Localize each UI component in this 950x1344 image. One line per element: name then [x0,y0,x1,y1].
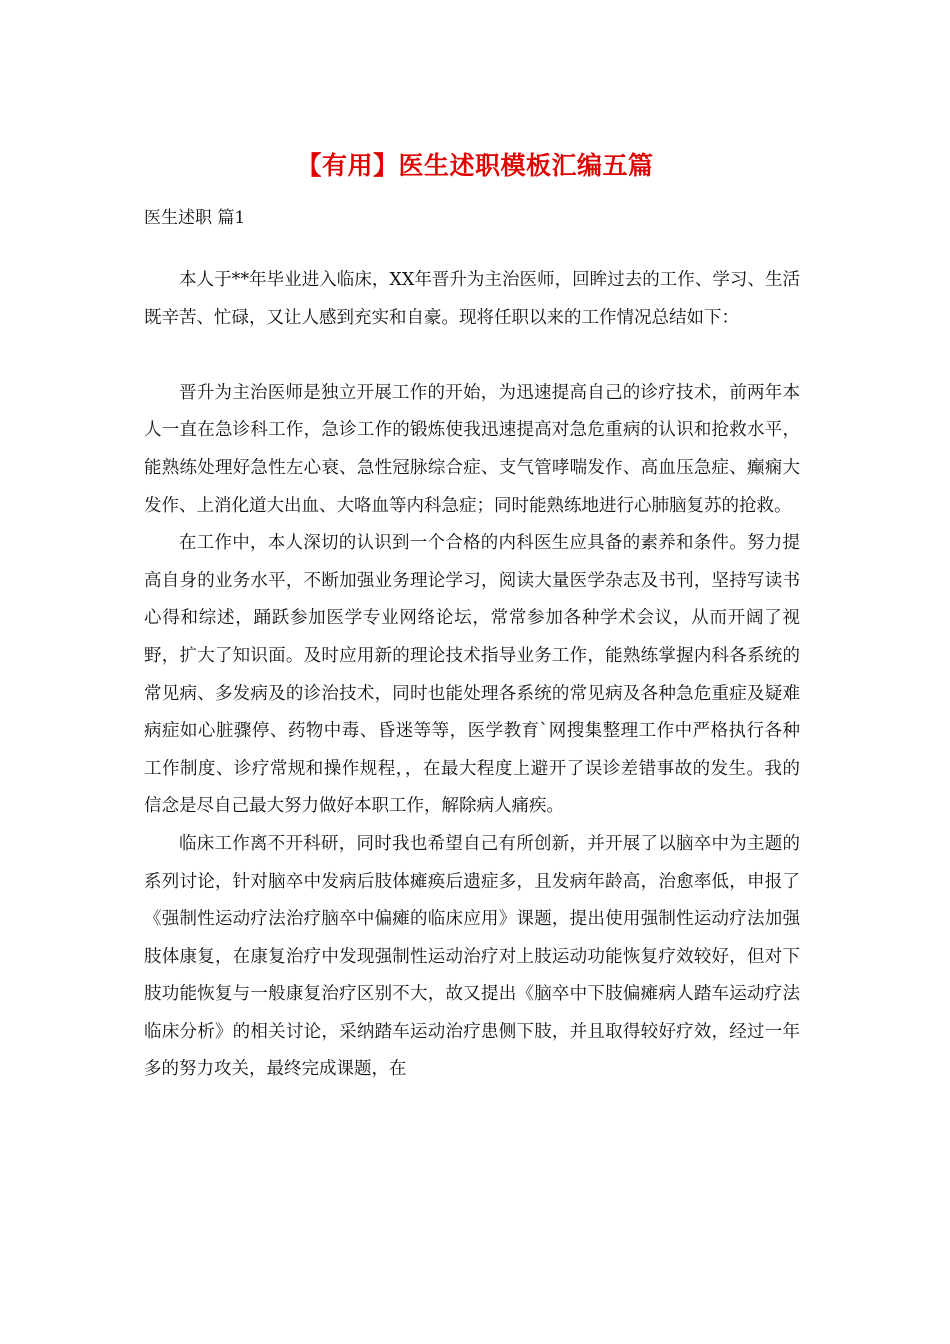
paragraph-gap [144,337,800,375]
document-title: 【有用】医生述职模板汇编五篇 [296,151,654,180]
paragraph: 在工作中，本人深切的认识到一个合格的内科医生应具备的素养和条件。努力提高自身的业务水平，不断加强业务理论学习，阅读大量医学杂志及书刊，坚持写读书心得和综述，踊跃参加医学专业网络论坛，常常参加各种学术会议，从而开阔了视野，扩大了知识面。及时应用新的理论技术指导业务工作，能熟练掌握内科各系统的常见病、多发病及的诊治技术，同时也能处理各系统的常见病及各种急危重症及疑难病症如心脏骤停、药物中毒、昏迷等等，医学教育`网搜集整理工作中严格执行各种工作制度、诊疗常规和操作规程，，在最大程度上避开了误诊差错事故的发生。我的信念是尽自己最大努力做好本职工作，解除病人痛疾。 [144,533,800,817]
paragraph: 晋升为主治医师是独立开展工作的开始，为迅速提高自己的诊疗技术，前两年本人一直在急诊科工作，急诊工作的锻炼使我迅速提高对急危重病的认识和抢救水平，能熟练处理好急性左心衰、急性冠脉综合症、支气管哮喘发作、高血压急症、癫痫大发作、上消化道大出血、大咯血等内科急症；同时能熟练地进行心肺脑复苏的抢救。 [144,382,800,516]
section-label: 医生述职 篇1 [144,208,246,228]
document-body [144,262,800,1089]
paragraph: 临床工作离不开科研，同时我也希望自己有所创新，并开展了以脑卒中为主题的系列讨论，针对脑卒中发病后肢体瘫痪后遗症多，且发病年龄高，治愈率低，申报了《强制性运动疗法治疗脑卒中偏瘫的临床应用》课题，提出使用强制性运动疗法加强肢体康复，在康复治疗中发现强制性运动治疗对上肢运动功能恢复疗效较好，但对下肢功能恢复与一般康复治疗区别不大，故又提出《脑卒中下肢偏瘫病人踏车运动疗法临床分析》的相关讨论，采纳踏车运动治疗患侧下肢，并且取得较好疗效，经过一年多的努力攻关，最终完成课题，在 [144,833,800,1080]
paragraph: 本人于**年毕业进入临床，XX年晋升为主治医师，回眸过去的工作、学习、生活既辛苦、忙碌，又让人感到充实和自豪。现将任职以来的工作情况总结如下： [144,270,800,328]
